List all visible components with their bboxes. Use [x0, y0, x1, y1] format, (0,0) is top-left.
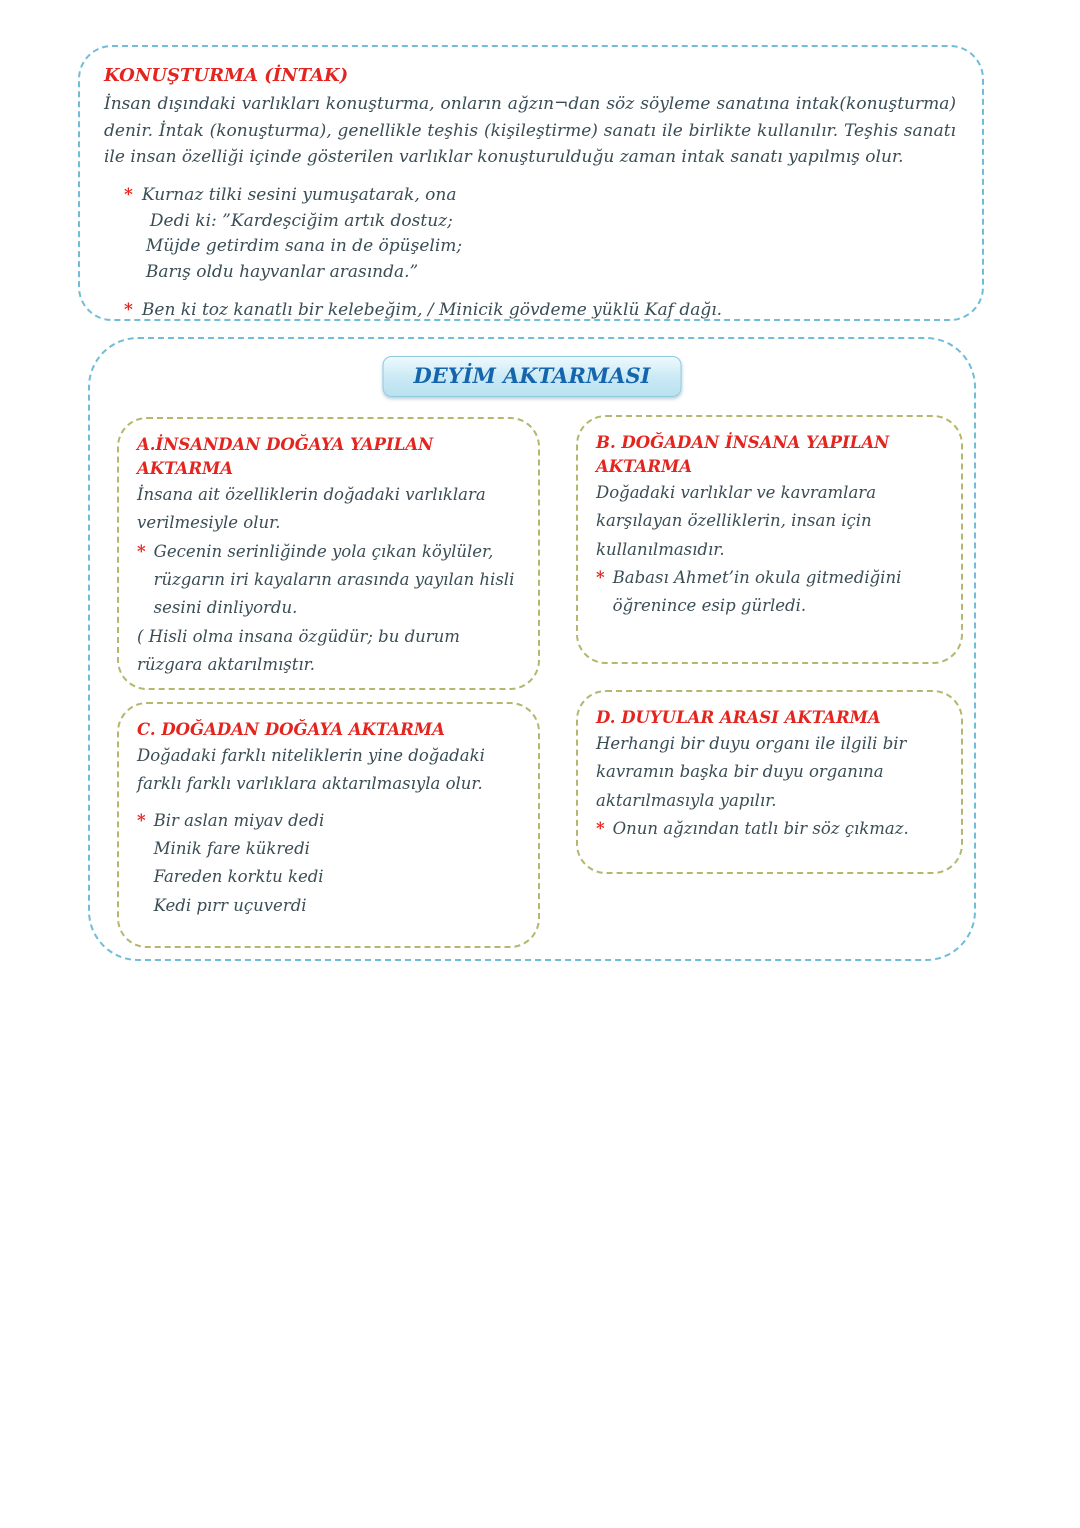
- box-d-intro: Herhangi bir duyu organı ile ilgili bir kavramın başka bir duyu organına aktarılmasıyla yapılır.: [596, 733, 907, 810]
- intak-section-title: KONUŞTURMA (İNTAK): [104, 65, 349, 86]
- intak-example-2-text: Ben ki toz kanatlı bir kelebeğim, / Minicik gövdeme yüklü Kaf dağı.: [141, 300, 723, 321]
- box-d-example-text: Onun ağzından tatlı bir söz çıkmaz.: [612, 819, 909, 839]
- intak-section: [78, 45, 984, 321]
- box-a-note: ( Hisli olma insana özgüdür; bu durum rüzgara aktarılmıştır.: [137, 626, 460, 675]
- box-c-title: C. DOĞADAN DOĞAYA AKTARMA: [137, 720, 445, 739]
- asterisk-bullet: *: [124, 300, 133, 321]
- box-b-example: [596, 564, 943, 621]
- poem-line: Fareden korktu kedi: [153, 867, 324, 887]
- box-c-example-poem: [154, 807, 325, 921]
- box-a-example-text: Gecenin serinliğinde yola çıkan köylüler, rüzgarın iri kayaların arasında yayılan hisli sesini dinliyordu.: [153, 541, 515, 618]
- box-b-intro: Doğadaki varlıklar ve kavramlara karşılayan özelliklerin, insan için kullanılmasıdır.: [596, 482, 877, 559]
- intak-example-2: [124, 298, 956, 324]
- box-c-example: [137, 807, 520, 921]
- box-a-intro: İnsana ait özelliklerin doğadaki varlıklara verilmesiyle olur.: [137, 484, 486, 533]
- box-a-example: [137, 538, 520, 623]
- poem-line: Kurnaz tilki sesini yumuşatarak, ona: [141, 185, 457, 206]
- intak-example-1-poem: [142, 183, 462, 285]
- box-duyular-arasi: [576, 690, 963, 874]
- intak-example-1: [124, 183, 956, 285]
- asterisk-bullet: *: [596, 567, 605, 587]
- asterisk-bullet: *: [124, 185, 133, 206]
- box-dogadan-insana: [576, 415, 963, 664]
- box-a-title: A.İNSANDAN DOĞAYA YAPILAN AKTARMA: [137, 435, 434, 478]
- poem-line: Kedi pırr uçuverdi: [153, 895, 307, 915]
- box-d-example: [596, 815, 943, 843]
- intak-definition-paragraph: İnsan dışındaki varlıkları konuşturma, onların ağzın¬dan söz söyleme sanatına intak(konuşturma) denir. İntak (konuşturma), genellikle teşhis (kişileştirme) sanatı ile birlikte kullanılır. Teşhis sanatı ile insan özelliği içinde gösterilen varlıklar konuşturulduğu zaman intak sanatı yapılmış olur.: [104, 94, 956, 167]
- box-c-intro: Doğadaki farklı niteliklerin yine doğadaki farklı farklı varlıklara aktarılmasıyla olur.: [137, 745, 485, 794]
- poem-line: Minik fare kükredi: [153, 839, 310, 859]
- asterisk-bullet: *: [137, 810, 146, 830]
- deyim-section: [88, 337, 976, 961]
- box-d-title: D. DUYULAR ARASI AKTARMA: [596, 708, 881, 727]
- poem-line: Bir aslan miyav dedi: [153, 810, 325, 830]
- asterisk-bullet: *: [596, 819, 605, 839]
- poem-line: Müjde getirdim sana in de öpüşelim;: [145, 236, 463, 257]
- poem-line: Barış oldu hayvanlar arasında.”: [145, 261, 419, 282]
- box-insandan-dogaya: [117, 417, 540, 690]
- box-dogadan-dogaya: [117, 702, 540, 948]
- deyim-title-badge: DEYİM AKTARMASI: [383, 356, 682, 397]
- box-b-example-text: Babası Ahmet’in okula gitmediğini öğrenince esip gürledi.: [612, 567, 902, 616]
- asterisk-bullet: *: [137, 541, 146, 561]
- box-b-title: B. DOĞADAN İNSANA YAPILAN AKTARMA: [596, 433, 890, 476]
- poem-line: Dedi ki: ”Kardeşciğim artık dostuz;: [149, 210, 453, 231]
